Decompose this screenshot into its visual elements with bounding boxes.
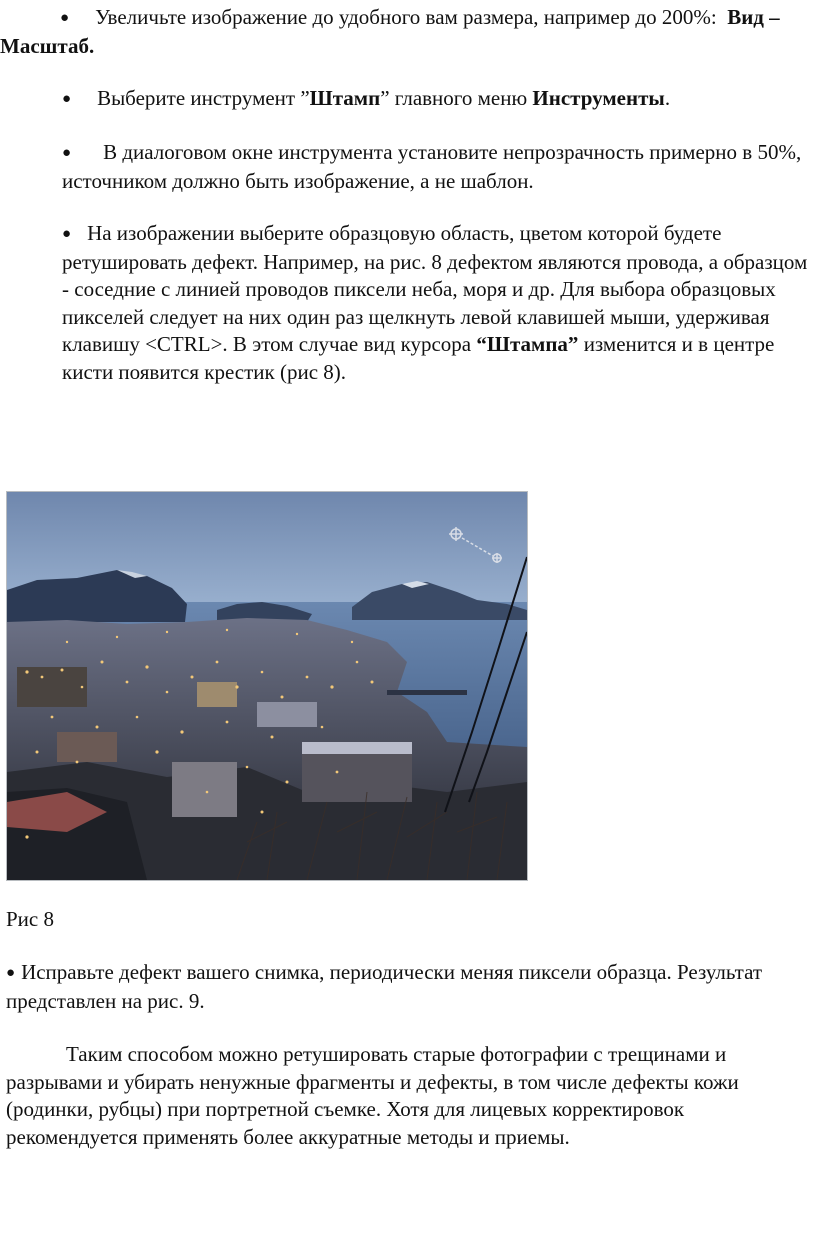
instruction-opacity: ● В диалоговом окне инструмента установите непрозрачность примерно в 50%, источником должно быть изображение, а не шаблон. — [62, 140, 802, 193]
instruction-zoom — [0, 4, 810, 60]
bullet-icon: ● — [60, 10, 70, 26]
menu-path-view-zoom: Вид – Масштаб. — [0, 5, 780, 58]
tool-name-stamp: Штамп — [309, 86, 381, 110]
figure-caption: Рис 8 — [6, 907, 54, 931]
bullet-icon: ● — [6, 965, 16, 981]
conclusion-paragraph: Таким способом можно ретушировать старые фотографии с трещинами и разрывами и убирать ненужные фрагменты и дефекты, в том числе дефекты кожи (родинки, рубцы) при портретной съемке. Хотя для лицевых корректировок рекомендуется применять более аккуратные методы и приемы. — [6, 1042, 739, 1149]
bullet-icon: ● — [62, 145, 72, 161]
instruction-select-stamp: ● Выберите инструмент ”Штамп” главного меню Инструменты. — [62, 85, 812, 114]
instruction-select-sample: ● На изображении выберите образцовую область, цветом которой будете ретушировать дефект. Например, на рис. 8 дефектом являются провода, а образцом - соседние с линией проводов пиксели неба, моря и др. Для выбора образцовых пикселей следует на них один раз щелкнуть левой клавишей мыши, удерживая клавишу <CTRL>. В этом случае вид курсора “Штампа” изменится и в центре кисти появится крестик (рис 8). — [62, 221, 808, 384]
stamp-cursor-term: “Штампа” — [476, 332, 579, 356]
bullet-icon: ● — [62, 226, 72, 242]
bullet-icon: ● — [62, 91, 72, 107]
instruction-zoom-text: Увеличьте изображение до удобного вам размера, например до 200%: — [95, 5, 717, 29]
figure-8-photo — [6, 491, 528, 881]
menu-name-tools: Инструменты — [532, 86, 665, 110]
instruction-fix-defect: ● Исправьте дефект вашего снимка, периодически меняя пиксели образца. Результат представлен на рис. 9. — [6, 960, 763, 1013]
